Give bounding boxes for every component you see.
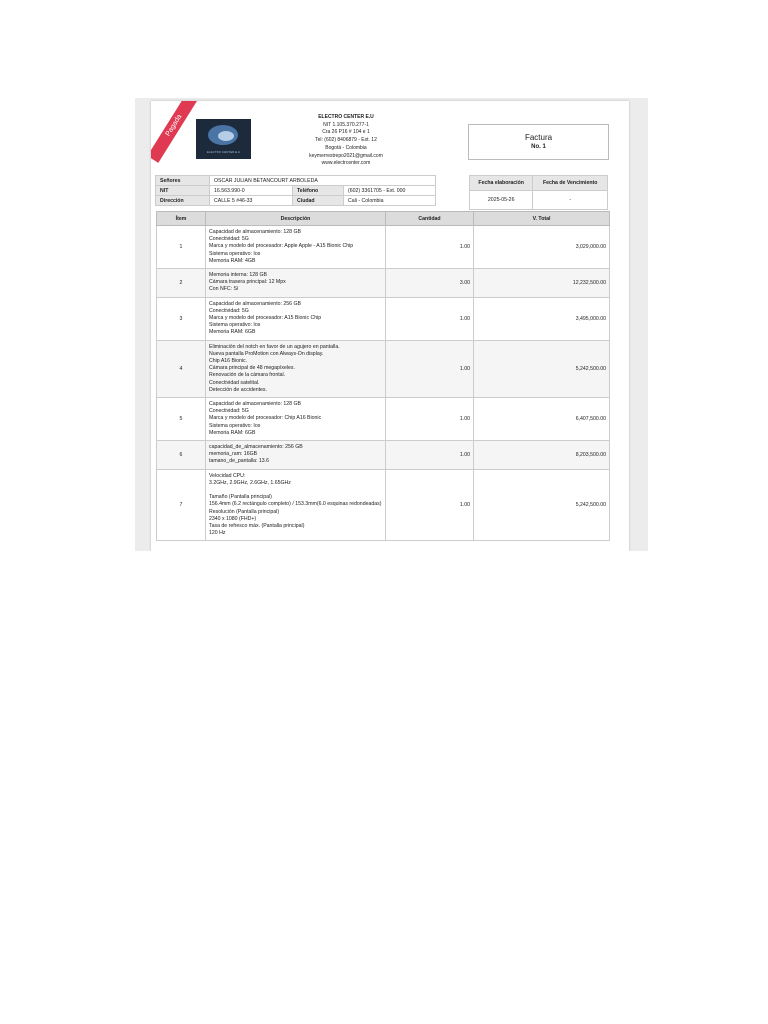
description-line: Sistema operativo: Ios: [209, 322, 261, 329]
client-info-table: [155, 175, 436, 206]
nit-value: 16.563.990-0: [210, 186, 293, 196]
item-description: [206, 340, 386, 397]
phone-label: Teléfono: [293, 186, 344, 196]
table-row: [157, 469, 610, 541]
company-phone: Tel: (602) 8406879 - Ext. 12: [315, 137, 377, 144]
phone-value: (602) 3361705 - Ext. 000: [344, 186, 436, 196]
item-number: 2: [157, 269, 206, 298]
description-line: Tamaño (Pantalla principal): [209, 494, 272, 501]
description-line: Detección de accidentes.: [209, 386, 267, 393]
dates-value-row: [470, 191, 608, 210]
description-line: capacidad_de_almacenamiento: 256 GB: [209, 444, 303, 451]
item-description: [206, 269, 386, 298]
description-line: Conectividad: 5G: [209, 408, 249, 415]
description-line: Conectividad: 5G: [209, 307, 249, 314]
item-number: 7: [157, 469, 206, 541]
client-row: [156, 186, 436, 196]
invoice-title-box: [468, 124, 609, 160]
item-total: 6,407,500.00: [474, 398, 610, 441]
items-header-row: [157, 212, 610, 226]
description-line: Tasa de refresco máx. (Pantalla principal): [209, 522, 305, 529]
due-date-value: -: [533, 191, 608, 210]
item-description: [206, 441, 386, 470]
company-web: www.electrcenter.com: [321, 160, 371, 167]
description-line: Con NFC: Sí: [209, 286, 239, 293]
item-quantity: 1.00: [386, 340, 474, 397]
header-item: Ítem: [157, 212, 206, 226]
description-line: Memoria RAM: 6GB: [209, 429, 256, 436]
table-row: [157, 340, 610, 397]
nit-label: NIT: [156, 186, 210, 196]
description-line: Conectividad: 5G: [209, 236, 249, 243]
item-description: [206, 226, 386, 269]
client-row: [156, 176, 436, 186]
description-line: [209, 487, 382, 494]
client-row: [156, 196, 436, 206]
dates-header-row: [470, 176, 608, 191]
header-total: V. Total: [474, 212, 610, 226]
item-description: [206, 297, 386, 340]
company-name: ELECTRO CENTER E.U: [318, 114, 374, 120]
description-line: Marca y modelo del procesador: Apple Apple - A15 Bionic Chip: [209, 243, 354, 250]
company-logo: [196, 119, 251, 159]
description-line: Resolución (Pantalla principal): [209, 508, 280, 515]
description-line: 156.4mm (6.2 rectángulo completo) / 153.3mm(6.0 esquinas redondeadas): [209, 501, 382, 508]
item-number: 4: [157, 340, 206, 397]
item-number: 1: [157, 226, 206, 269]
table-row: [157, 269, 610, 298]
item-description: [206, 469, 386, 541]
item-number: 3: [157, 297, 206, 340]
description-line: 120 Hz: [209, 530, 226, 537]
description-line: Capacidad de almacenamiento: 128 GB: [209, 229, 301, 235]
items-body: [157, 226, 610, 541]
due-date-label: Fecha de Vencimiento: [533, 176, 608, 191]
description-line: Conectividad satelital.: [209, 379, 260, 386]
description-line: tamano_de_pantalla: 13.6: [209, 458, 269, 465]
item-total: 3,029,000.00: [474, 226, 610, 269]
item-total: 3,495,000.00: [474, 297, 610, 340]
item-total: 8,203,500.00: [474, 441, 610, 470]
item-number: 5: [157, 398, 206, 441]
description-line: Capacidad de almacenamiento: 256 GB: [209, 300, 301, 307]
item-total: 5,242,500.00: [474, 469, 610, 541]
description-line: Memoria RAM: 4GB: [209, 257, 256, 264]
invoice-title: Factura: [524, 133, 553, 142]
description-line: Nueva pantalla ProMotion con Always-On display.: [209, 350, 324, 357]
description-line: Marca y modelo del procesador: Chip A16 Bionic: [209, 415, 322, 422]
item-quantity: 1.00: [386, 441, 474, 470]
description-line: 3.2GHz, 2.9GHz, 2.6GHz, 1.65GHz: [209, 479, 291, 486]
company-email: keymerrestrepo2021@gmail.com: [309, 152, 383, 159]
document-viewer: [135, 98, 648, 551]
company-nit: NIT 1.105.370.277-1: [323, 121, 369, 128]
description-line: Chip A16 Bionic.: [209, 358, 248, 365]
description-line: memoria_ram: 16GB: [209, 451, 258, 458]
address-label: Dirección: [156, 196, 210, 206]
elaboration-date-label: Fecha elaboración: [470, 176, 533, 191]
description-line: Renovación de la cámara frontal.: [209, 372, 286, 379]
description-line: Memoria RAM: 6GB: [209, 329, 256, 336]
item-total: 12,232,500.00: [474, 269, 610, 298]
company-city: Bogotá - Colombia: [325, 144, 367, 151]
description-line: 2340 x 1080 (FHD+): [209, 515, 257, 522]
item-quantity: 1.00: [386, 226, 474, 269]
description-line: Sistema operativo: Ios: [209, 422, 261, 429]
description-line: Marca y modelo del procesador: A15 Bionic Chip: [209, 315, 322, 322]
table-row: [157, 398, 610, 441]
paid-ribbon: Pagada: [151, 101, 201, 163]
company-address: Cra 26 P16 # 104 e 1: [322, 129, 370, 136]
item-description: [206, 398, 386, 441]
senores-label: Señores: [156, 176, 210, 186]
item-number: 6: [157, 441, 206, 470]
table-row: [157, 226, 610, 269]
item-quantity: 1.00: [386, 398, 474, 441]
items-table: [156, 211, 610, 541]
invoice-page: [151, 101, 629, 551]
city-label: Ciudad: [293, 196, 344, 206]
item-quantity: 1.00: [386, 469, 474, 541]
city-value: Cali - Colombia: [344, 196, 436, 206]
item-total: 5,242,500.00: [474, 340, 610, 397]
header-description: Descripción: [206, 212, 386, 226]
invoice-number: No. 1: [531, 144, 546, 150]
dates-table: [469, 175, 608, 210]
item-quantity: 3.00: [386, 269, 474, 298]
description-line: Cámara principal de 48 megapíxeles.: [209, 365, 295, 372]
address-value: CALLE 5 #46-33: [210, 196, 293, 206]
description-line: Eliminación del notch en favor de un agujero en pantalla.: [209, 343, 340, 350]
item-quantity: 1.00: [386, 297, 474, 340]
company-info: [281, 114, 411, 168]
description-line: Sistema operativo: Ios: [209, 250, 261, 257]
description-line: Capacidad de almacenamiento: 128 GB: [209, 401, 301, 408]
senores-value: OSCAR JULIAN BETANCOURT ARBOLEDA: [210, 176, 436, 186]
table-row: [157, 297, 610, 340]
logo-text: ELECTRO CENTER E.U: [206, 150, 241, 154]
elaboration-date-value: 2025-05-26: [470, 191, 533, 210]
header-quantity: Cantidad: [386, 212, 474, 226]
table-row: [157, 441, 610, 470]
description-line: Velocidad CPU:: [209, 472, 246, 479]
logo-highlight: [218, 131, 234, 141]
description-line: Memoria interna: 128 GB: [209, 272, 267, 279]
description-line: Cámara trasera principal: 12 Mpx: [209, 279, 286, 286]
